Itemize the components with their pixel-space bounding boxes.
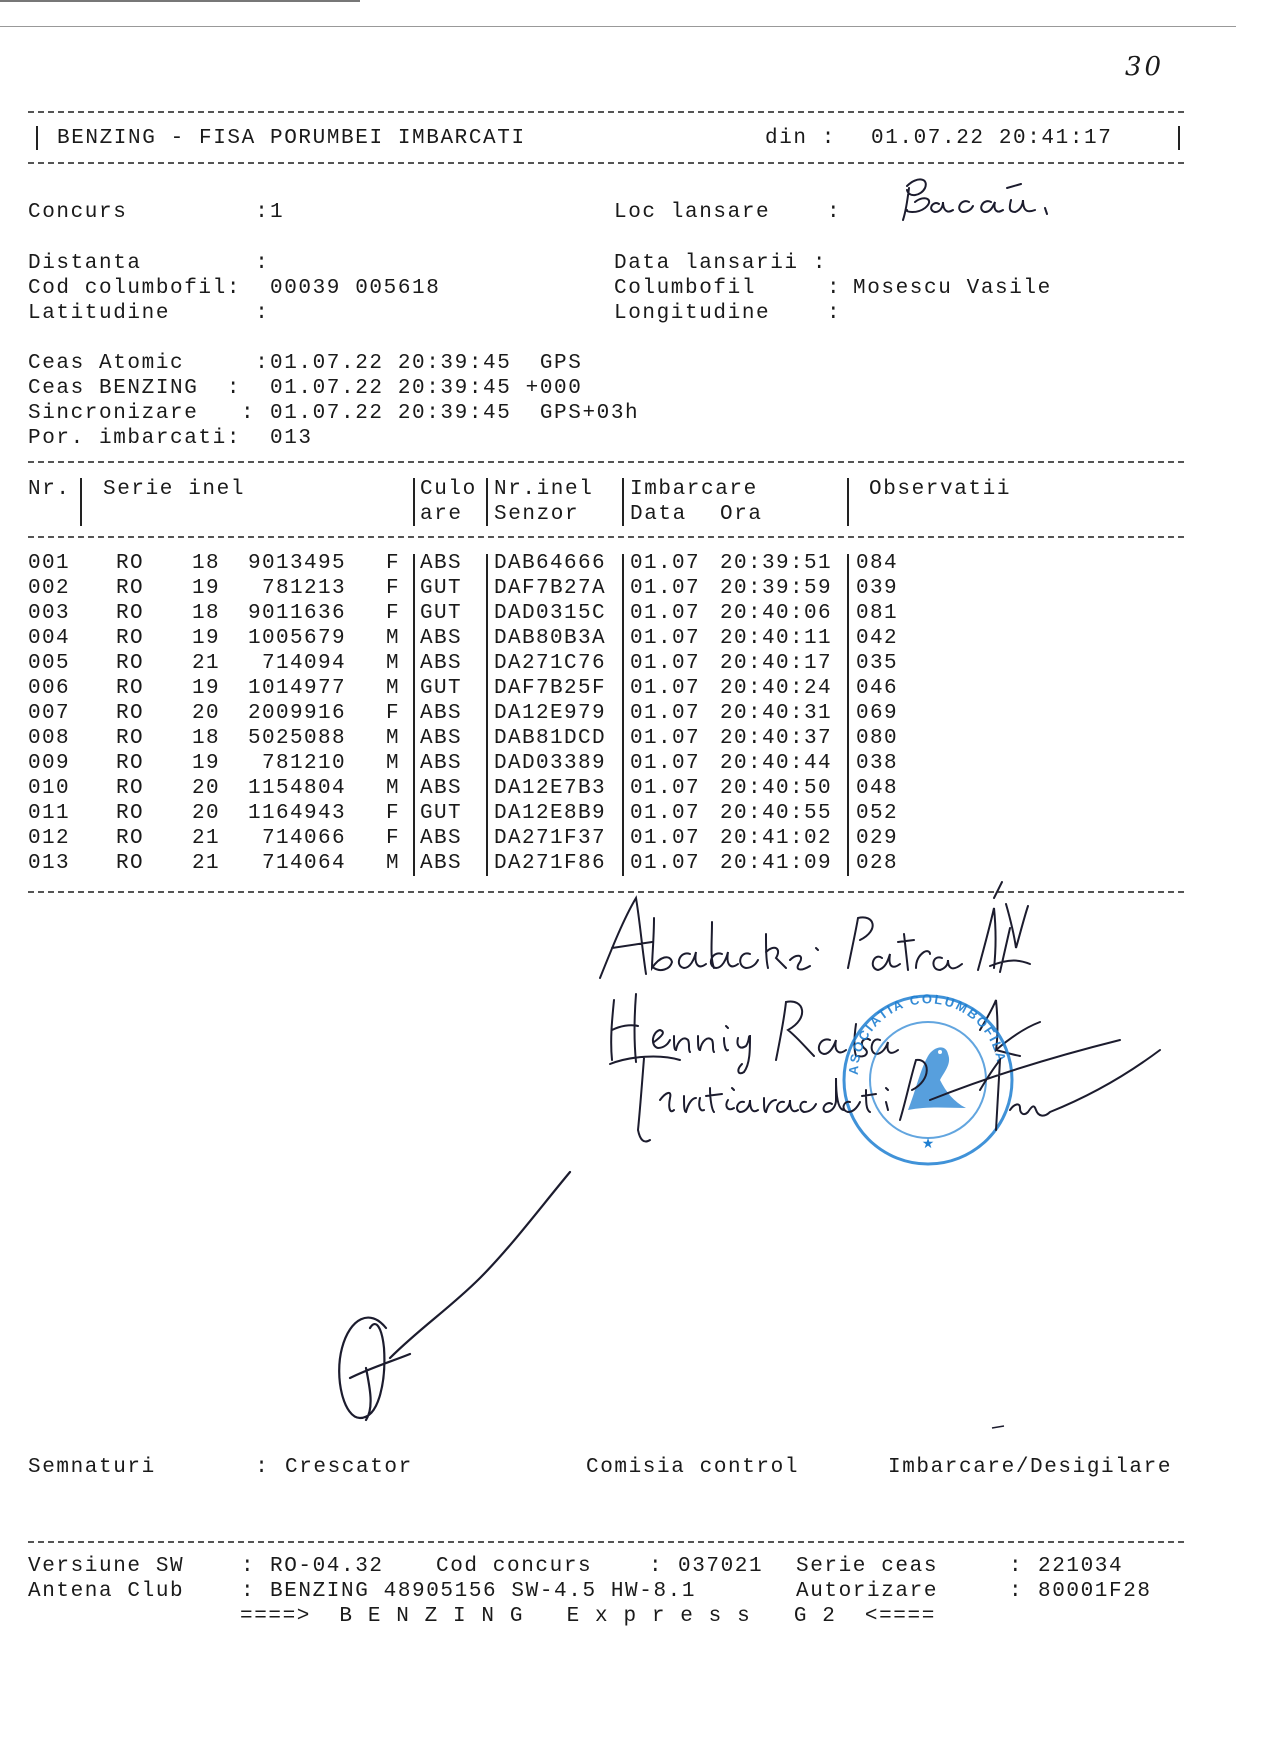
stamp-text: ASOCIATIA COLUMBOFILA [845,991,1010,1076]
cell-culoare: ABS [420,702,463,725]
cell-sex: F [386,577,401,600]
cell-an: 18 [192,727,221,750]
svg-text:★: ★ [921,1136,935,1152]
col-observatii-header: Observatii [869,478,1012,501]
imbarcare-desigilare-label: Imbarcare/Desigilare [888,1456,1173,1479]
cell-nr: 012 [28,827,71,850]
autorizare-value: 80001F28 [1038,1580,1152,1603]
cell-tara: RO [116,627,145,650]
col-nr-header: Nr. [28,478,71,501]
cell-tara: RO [116,802,145,825]
cell-senzor: DAB80B3A [494,627,607,650]
cell-culoare: GUT [420,802,463,825]
cell-ora: 20:40:31 [720,702,833,725]
col-senzor-header: Senzor [494,503,580,526]
cell-sex: F [386,552,401,575]
sincronizare-value: 01.07.22 20:39:45 GPS+03h [270,402,640,425]
cell-obs: 081 [856,602,899,625]
table-row [0,826,1276,851]
cell-an: 19 [192,677,221,700]
cell-data: 01.07 [630,727,701,750]
antena-club-value: BENZING 48905156 SW-4.5 HW-8.1 [270,1580,697,1603]
cell-culoare: GUT [420,577,463,600]
cell-culoare: GUT [420,677,463,700]
table-row [0,576,1276,601]
cell-data: 01.07 [630,577,701,600]
handwritten-signature-3 [600,1040,1180,1160]
cell-sex: M [386,627,401,650]
cell-tara: RO [116,577,145,600]
cell-senzor: DAD03389 [494,752,607,775]
loc-lansare-label: Loc lansare : [614,201,842,224]
table-row [0,626,1276,651]
cell-nr: 011 [28,802,71,825]
cell-sex: F [386,702,401,725]
cell-ora: 20:40:24 [720,677,833,700]
cell-sex: M [386,752,401,775]
cell-senzor: DAF7B27A [494,577,607,600]
cell-sex: M [386,727,401,750]
cell-tara: RO [116,777,145,800]
versiune-sw-label: Versiune SW : [28,1555,256,1578]
cell-nr: 006 [28,677,71,700]
stray-mark [990,1418,1010,1438]
table-row [0,801,1276,826]
cell-inel: 1014977 [247,677,346,700]
cell-ora: 20:41:09 [720,852,833,875]
cell-senzor: DA12E8B9 [494,802,607,825]
cell-ora: 20:40:37 [720,727,833,750]
table-top-rule [28,461,1184,463]
col-divider-1 [80,478,82,526]
crescator-signature [330,1168,590,1438]
cell-culoare: ABS [420,627,463,650]
cell-culoare: ABS [420,727,463,750]
distanta-label: Distanta : [28,252,270,275]
cell-data: 01.07 [630,602,701,625]
cell-senzor: DA12E7B3 [494,777,607,800]
cell-inel: 5025088 [247,727,346,750]
comisia-control-label: Comisia control [586,1456,800,1479]
cell-ora: 20:41:02 [720,827,833,850]
cell-ora: 20:40:50 [720,777,833,800]
cell-an: 19 [192,752,221,775]
cell-nr: 001 [28,552,71,575]
ceas-atomic-label: Ceas Atomic : [28,352,270,375]
cell-senzor: DA271F86 [494,852,607,875]
cell-data: 01.07 [630,652,701,675]
cell-sex: F [386,802,401,825]
ceas-benzing-value: 01.07.22 20:39:45 +000 [270,377,583,400]
cell-inel: 781213 [261,577,346,600]
cell-culoare: ABS [420,552,463,575]
footer-top-rule [28,1541,1184,1543]
scan-top-rule [0,26,1236,27]
cell-obs: 048 [856,777,899,800]
header-top-rule [28,111,1184,113]
concurs-value: 1 [270,201,285,224]
cell-tara: RO [116,852,145,875]
imbarcati-label: Por. imbarcati: [28,427,242,450]
cell-nr: 009 [28,752,71,775]
header-bottom-rule [28,162,1184,164]
col-serie-header: Serie inel [103,478,246,501]
cell-obs: 046 [856,677,899,700]
cell-sex: M [386,677,401,700]
cell-an: 21 [192,652,221,675]
cell-an: 19 [192,627,221,650]
cell-obs: 038 [856,752,899,775]
serie-ceas-value: 221034 [1038,1555,1124,1578]
cell-data: 01.07 [630,777,701,800]
cell-culoare: ABS [420,777,463,800]
cell-an: 21 [192,827,221,850]
cell-sex: F [386,602,401,625]
table-row [0,776,1276,801]
table-row [0,601,1276,626]
cell-an: 20 [192,702,221,725]
columbofil-value: Mosescu Vasile [853,277,1052,300]
cell-inel: 9011636 [247,602,346,625]
cell-data: 01.07 [630,552,701,575]
cell-ora: 20:40:06 [720,602,833,625]
header-right-bar [1178,126,1180,150]
cell-obs: 052 [856,802,899,825]
cell-nr: 010 [28,777,71,800]
cell-sex: M [386,777,401,800]
cell-nr: 003 [28,602,71,625]
cell-inel: 1164943 [247,802,346,825]
cell-senzor: DA271F37 [494,827,607,850]
longitudine-label: Longitudine : [614,302,842,325]
cell-tara: RO [116,552,145,575]
antena-club-label: Antena Club : [28,1580,256,1603]
cell-culoare: ABS [420,752,463,775]
cell-culoare: ABS [420,852,463,875]
col-nrinel-header: Nr.inel [494,478,594,501]
cell-tara: RO [116,702,145,725]
col-divider-5 [847,478,849,526]
benzing-express-banner: ====> B E N Z I N G E x p r e s s G 2 <==== [240,1605,936,1628]
cell-obs: 029 [856,827,899,850]
cell-tara: RO [116,727,145,750]
cell-data: 01.07 [630,627,701,650]
imbarcati-value: 013 [270,427,313,450]
cell-tara: RO [116,602,145,625]
cell-data: 01.07 [630,677,701,700]
cell-obs: 039 [856,577,899,600]
scan-top-edge [0,0,360,2]
concurs-label: Concurs : [28,201,270,224]
cell-an: 20 [192,777,221,800]
semnaturi-label: Semnaturi : [28,1456,270,1479]
cell-senzor: DA271C76 [494,652,607,675]
cod-concurs-label: Cod concurs : [436,1555,664,1578]
header-datetime: 01.07.22 20:41:17 [871,127,1113,150]
cell-nr: 005 [28,652,71,675]
col-culoare-header-1: Culo [420,478,477,501]
cell-inel: 714064 [261,852,346,875]
table-row [0,551,1276,576]
cell-an: 20 [192,802,221,825]
table-row [0,676,1276,701]
col-divider-3 [486,478,488,526]
table-row [0,726,1276,751]
cell-obs: 028 [856,852,899,875]
col-culoare-header-2: are [420,503,463,526]
table-row [0,851,1276,876]
cod-columbofil-label: Cod columbofil: [28,277,242,300]
latitudine-label: Latitudine : [28,302,270,325]
cell-ora: 20:39:59 [720,577,833,600]
table-row [0,651,1276,676]
cell-nr: 007 [28,702,71,725]
document-title: BENZING - FISA PORUMBEI IMBARCATI [57,127,526,150]
cell-ora: 20:40:17 [720,652,833,675]
cell-inel: 9013495 [247,552,346,575]
page-number: 30 [1125,52,1165,82]
ceas-atomic-value: 01.07.22 20:39:45 GPS [270,352,583,375]
col-divider-4 [622,478,624,526]
sincronizare-label: Sincronizare : [28,402,256,425]
cell-obs: 069 [856,702,899,725]
cell-culoare: ABS [420,827,463,850]
cell-senzor: DAF7B25F [494,677,607,700]
cell-an: 18 [192,552,221,575]
cell-data: 01.07 [630,802,701,825]
cell-data: 01.07 [630,752,701,775]
cell-nr: 008 [28,727,71,750]
cell-tara: RO [116,677,145,700]
serie-ceas-label: Serie ceas : [796,1555,1024,1578]
cell-inel: 1154804 [247,777,346,800]
cell-nr: 004 [28,627,71,650]
cell-data: 01.07 [630,827,701,850]
cell-sex: M [386,652,401,675]
cell-inel: 714094 [261,652,346,675]
cell-ora: 20:40:44 [720,752,833,775]
cell-data: 01.07 [630,852,701,875]
cell-culoare: ABS [420,652,463,675]
cell-senzor: DAB64666 [494,552,607,575]
cell-senzor: DAD0315C [494,602,607,625]
cod-columbofil-value: 00039 005618 [270,277,441,300]
columbofil-label: Columbofil : [614,277,842,300]
col-ora-header: Ora [720,503,763,526]
cell-inel: 714066 [261,827,346,850]
cell-tara: RO [116,827,145,850]
table-body [0,551,1276,881]
table-row [0,751,1276,776]
cell-ora: 20:40:55 [720,802,833,825]
cell-obs: 035 [856,652,899,675]
cell-inel: 781210 [261,752,346,775]
cell-obs: 042 [856,627,899,650]
cell-an: 18 [192,602,221,625]
cell-nr: 013 [28,852,71,875]
col-data-header: Data [630,503,687,526]
autorizare-label: Autorizare : [796,1580,1024,1603]
crescator-label: Crescator [285,1456,413,1479]
handwritten-signature-1 [590,878,1060,988]
col-imbarcare-header: Imbarcare [630,478,758,501]
cell-culoare: GUT [420,602,463,625]
cell-senzor: DA12E979 [494,702,607,725]
cell-sex: M [386,852,401,875]
cell-nr: 002 [28,577,71,600]
cell-tara: RO [116,752,145,775]
cell-data: 01.07 [630,702,701,725]
table-header-rule [28,536,1184,538]
data-lansarii-label: Data lansarii : [614,252,828,275]
cell-obs: 080 [856,727,899,750]
cell-sex: F [386,827,401,850]
loc-lansare-handwritten [895,170,1085,230]
cell-inel: 2009916 [247,702,346,725]
header-din-label: din : [765,127,837,150]
cell-ora: 20:39:51 [720,552,833,575]
cell-tara: RO [116,652,145,675]
cod-concurs-value: 037021 [678,1555,764,1578]
col-divider-2 [413,478,415,526]
cell-an: 21 [192,852,221,875]
cell-obs: 084 [856,552,899,575]
header-left-bar [36,126,38,150]
cell-ora: 20:40:11 [720,627,833,650]
cell-senzor: DAB81DCD [494,727,607,750]
ceas-benzing-label: Ceas BENZING : [28,377,242,400]
cell-an: 19 [192,577,221,600]
cell-inel: 1005679 [247,627,346,650]
versiune-sw-value: RO-04.32 [270,1555,384,1578]
table-row [0,701,1276,726]
